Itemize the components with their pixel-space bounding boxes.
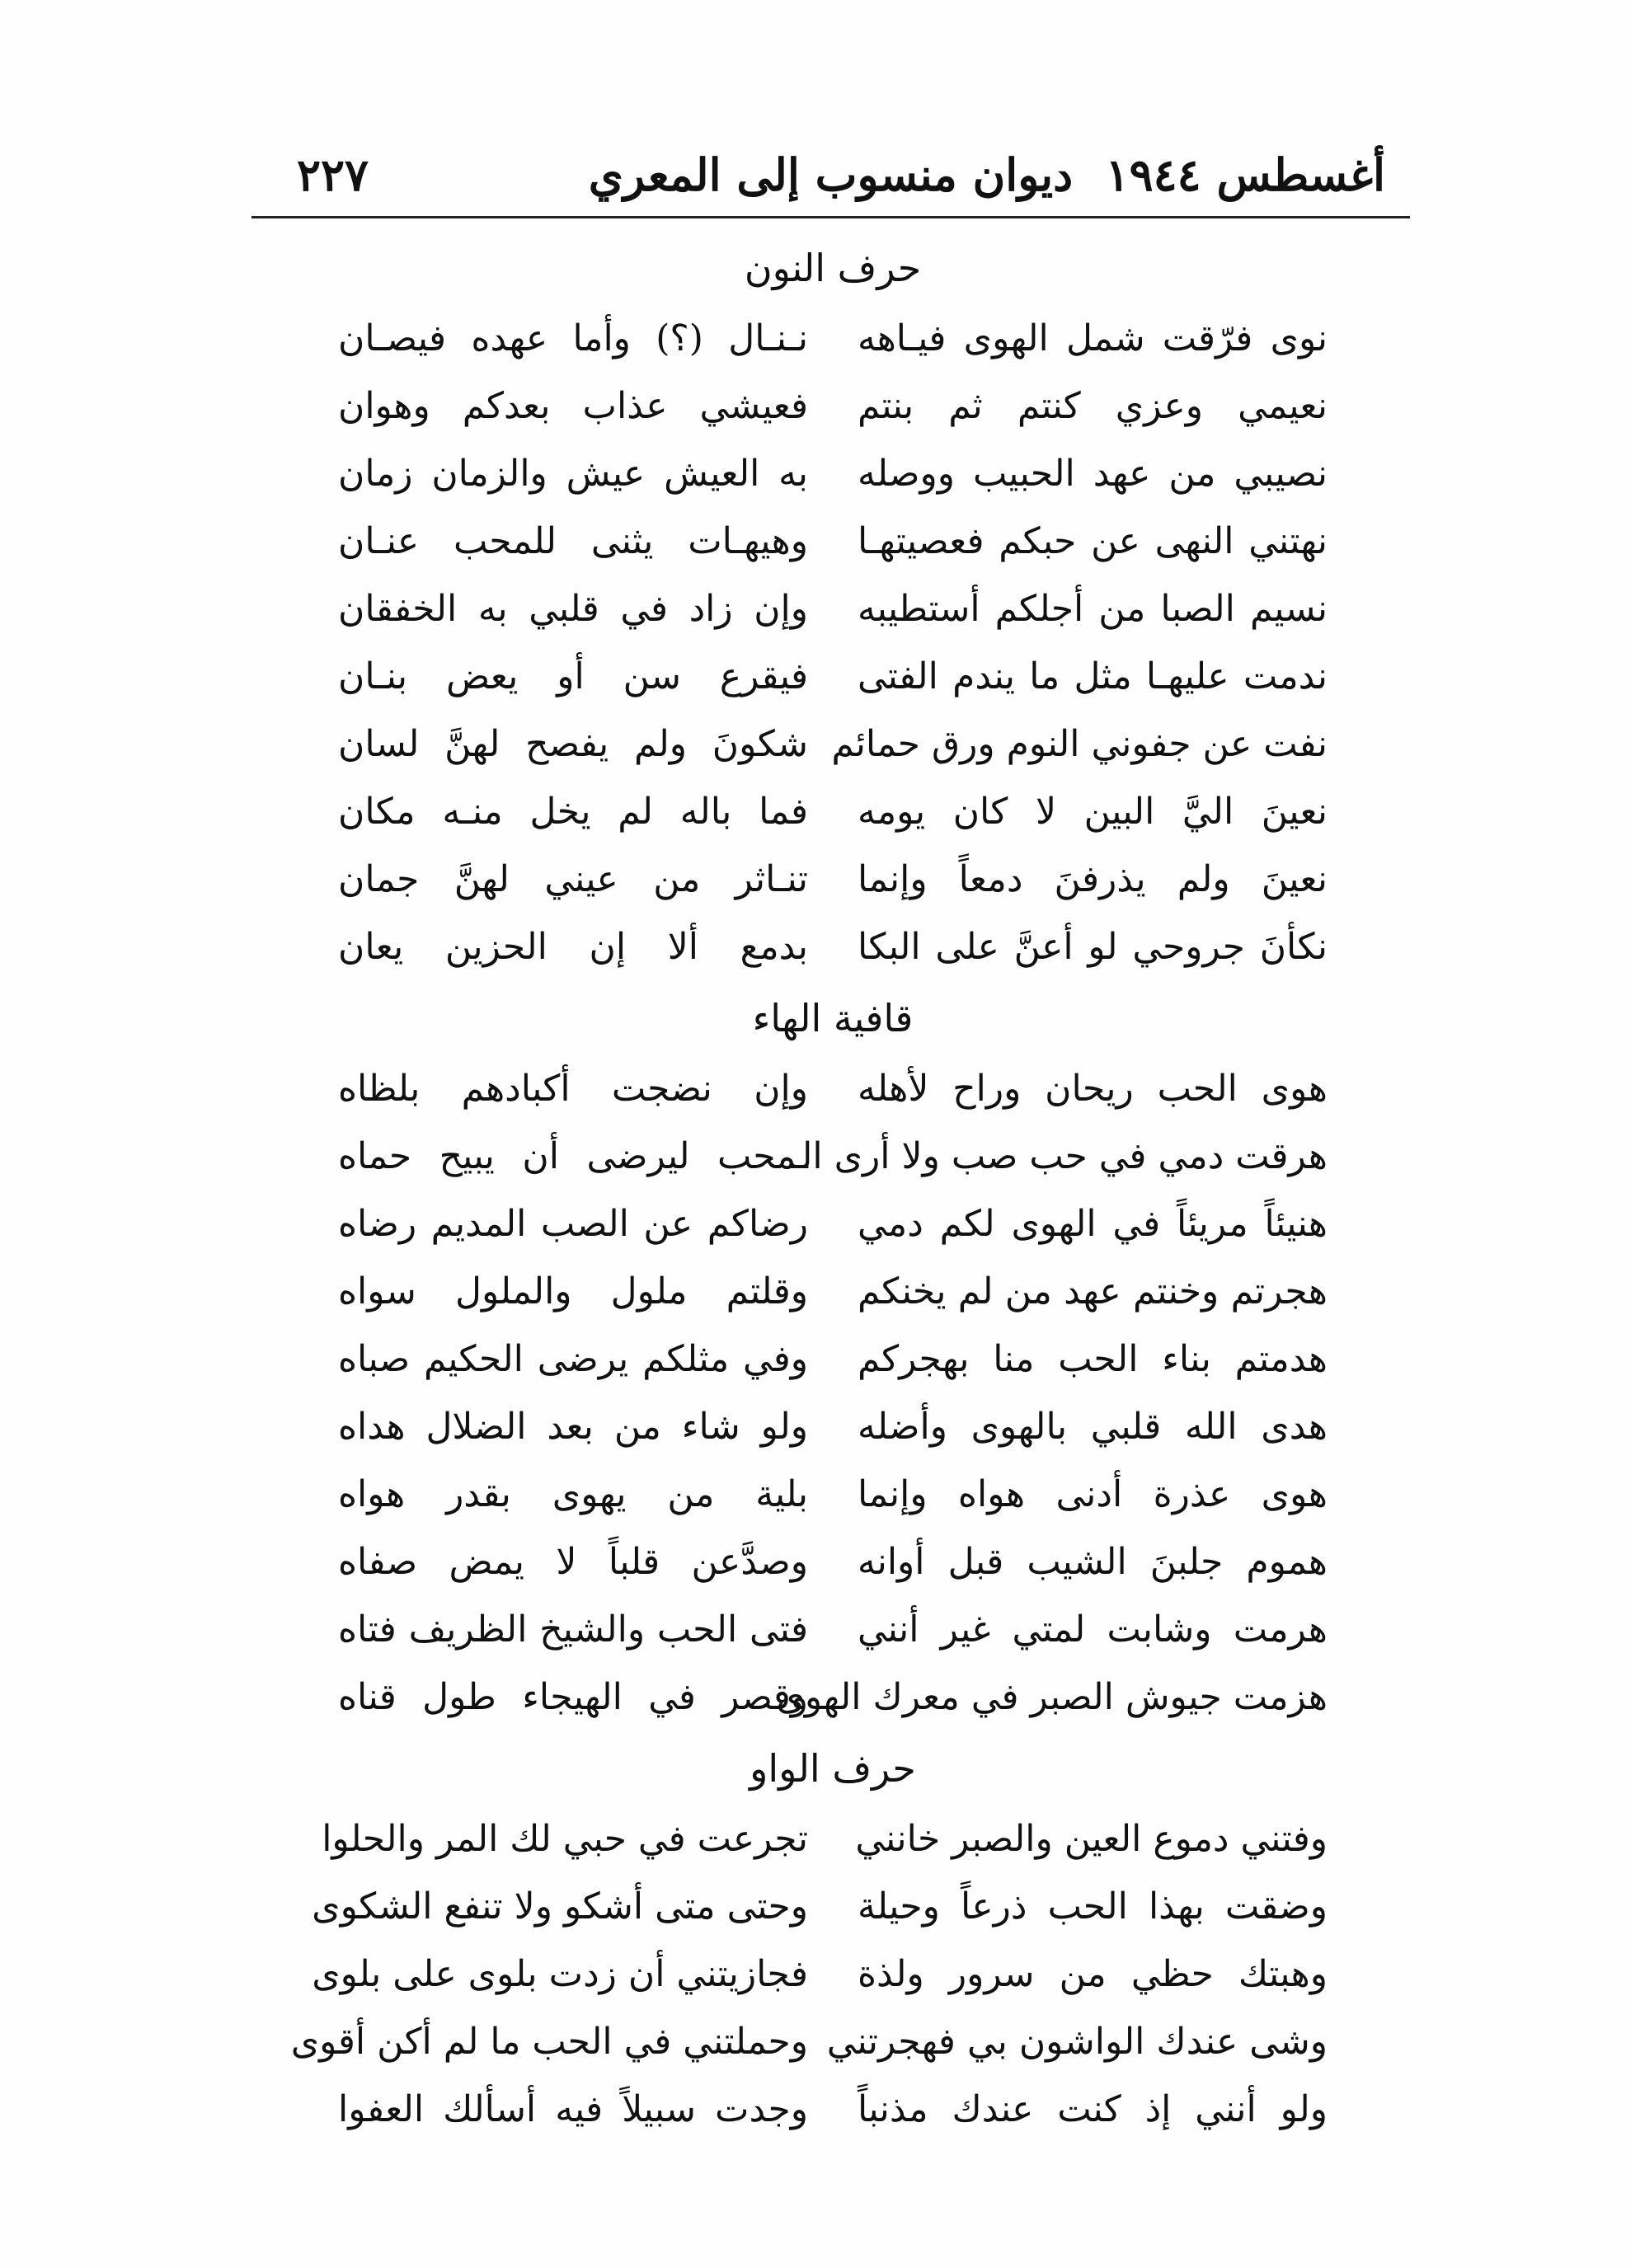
- verse-second-hemistich: فما باله لم يخل منـه مكان: [338, 791, 808, 833]
- verse-second-hemistich: وجدت سبيلاً فيه أسألك العفوا: [338, 2088, 808, 2130]
- verse-second-hemistich: بلية من يهوى بقدر هواه: [338, 1473, 808, 1515]
- verse-line: [338, 1055, 1328, 1123]
- verse-second-hemistich: شكونَ ولم يفصح لهنَّ لسان: [338, 723, 808, 765]
- verse-first-hemistich: هوى عذرة أدنى هواه وإنما: [858, 1473, 1328, 1515]
- verse-first-hemistich: هرقت دمي في حب صب ولا أرى الـ: [791, 1135, 1328, 1177]
- verse-line: [338, 1190, 1328, 1258]
- verse-first-hemistich: وشى عندك الواشون بي فهجرتني: [826, 2021, 1328, 2063]
- verse-first-hemistich: نهتني النهى عن حبكم فعصيتهـا: [858, 520, 1328, 562]
- header-title: ديوان منسوب إلى المعري: [588, 148, 1074, 201]
- verse-second-hemistich: تجرعت في حبي لك المر والحلوا: [322, 1818, 808, 1860]
- verse-first-hemistich: هوى الحب ريحان وراح لأهله: [858, 1068, 1328, 1110]
- verse-second-hemistich: تنـاثر من عيني لهنَّ جمان: [338, 858, 808, 900]
- verse-first-hemistich: نعيمي وعزي كنتم ثم بنتم: [858, 385, 1328, 427]
- verse-first-hemistich: هزمت جيوش الصبر في معرك الهوى: [776, 1676, 1328, 1718]
- verse-first-hemistich: نكأنَ جروحي لو أعنَّ على البكا: [858, 926, 1328, 968]
- verse-line: [338, 1326, 1328, 1393]
- verse-second-hemistich: نـنـال (؟) وأما عهده فيصـان: [338, 317, 808, 359]
- verse-second-hemistich: وقلتم ملول والملول سواه: [338, 1270, 808, 1312]
- verse-first-hemistich: هدى الله قلبي بالهوى وأضله: [858, 1406, 1328, 1448]
- verse-second-hemistich: وإن نضجت أكبادهم بلظاه: [338, 1068, 808, 1110]
- verse-line: [338, 1393, 1328, 1461]
- verse-second-hemistich: به العيش عيش والزمان زمان: [338, 453, 808, 495]
- verse-line: [338, 711, 1328, 778]
- verse-second-hemistich: وفي مثلكم يرضى الحكيم صباه: [338, 1338, 808, 1380]
- verse-second-hemistich: رضاكم عن الصب المديم رضاه: [338, 1203, 808, 1245]
- verse-line: [322, 1805, 1328, 1873]
- verse-line: [338, 643, 1328, 711]
- section-title-nun: حرف النون: [744, 246, 922, 290]
- verse-line: [338, 1528, 1328, 1596]
- verse-first-hemistich: نعينَ ولم يذرفنَ دمعاً وإنما: [858, 858, 1328, 900]
- section-title-ha: قافية الهاء: [752, 996, 914, 1040]
- verse-line: [338, 913, 1328, 981]
- verse-line: [338, 305, 1328, 373]
- verse-second-hemistich: فيقرع سن أو يعض بنـان: [338, 655, 808, 697]
- verse-first-hemistich: وضقت بهذا الحب ذرعاً وحيلة: [858, 1885, 1328, 1928]
- verse-first-hemistich: هموم جلبنَ الشيب قبل أوانه: [858, 1541, 1328, 1583]
- verse-second-hemistich: بدمع ألا إن الحزين يعان: [338, 926, 808, 968]
- verse-second-hemistich: وإن زاد في قلبي به الخفقان: [338, 588, 808, 630]
- verse-line: [338, 1461, 1328, 1528]
- verse-first-hemistich: هرمت وشابت لمتي غير أنني: [858, 1608, 1328, 1651]
- running-header: [251, 142, 1410, 208]
- verse-line: [338, 508, 1328, 575]
- section-title-waw: حرف الواو: [750, 1746, 916, 1791]
- verse-second-hemistich: وهيهـات يثنى للمحب عنـان: [338, 520, 808, 562]
- verse-second-hemistich: ولو شاء من بعد الضلال هداه: [338, 1406, 808, 1448]
- verse-first-hemistich: وفتني دموع العين والصبر خانني: [855, 1818, 1328, 1860]
- verse-first-hemistich: وهبتك حظي من سرور ولذة: [858, 1953, 1328, 1995]
- poem-body: [290, 231, 1328, 2144]
- verse-line: [338, 575, 1328, 643]
- verse-line: [338, 1664, 1328, 1731]
- verse-line: [338, 778, 1328, 846]
- verse-second-hemistich: فتى الحب والشيخ الظريف فتاه: [338, 1608, 808, 1651]
- verse-first-hemistich: نسيم الصبا من أجلكم أستطيبه: [858, 588, 1328, 630]
- verse-first-hemistich: نصيبي من عهد الحبيب ووصله: [858, 453, 1328, 495]
- verse-first-hemistich: ندمت عليهـا مثل ما يندم الفتى: [858, 655, 1328, 697]
- verse-second-hemistich: فجازيتني أن زدت بلوى على بلوى: [312, 1953, 808, 1995]
- verse-second-hemistich: فعيشي عذاب بعدكم وهوان: [338, 385, 808, 427]
- verse-line: [338, 1596, 1328, 1664]
- verse-line: [290, 2008, 1328, 2076]
- header-rule: [251, 216, 1410, 218]
- page-number: ٢٢٧: [297, 148, 369, 201]
- verse-line: [312, 1941, 1328, 2008]
- verse-first-hemistich: هجرتم وخنتم عهد من لم يخنكم: [858, 1270, 1328, 1312]
- verse-second-hemistich: وقصر في الهيجاء طول قناه: [338, 1676, 808, 1718]
- verse-first-hemistich: نوى فرّقت شمل الهوى فيـاهه: [858, 317, 1328, 359]
- verse-second-hemistich: وصدَّعن قلباً لا يمض صفاه: [338, 1541, 808, 1583]
- verse-first-hemistich: نفت عن جفوني النوم ورق حمائم: [831, 723, 1328, 765]
- header-date: أغسطس ١٩٤٤: [1105, 148, 1385, 201]
- verse-first-hemistich: هنيئاً مريئاً في الهوى لكم دمي: [858, 1203, 1328, 1245]
- verse-first-hemistich: هدمتم بناء الحب منا بهجركم: [858, 1338, 1328, 1380]
- verse-line: [338, 2076, 1328, 2144]
- verse-line: [312, 1873, 1328, 1941]
- verse-second-hemistich: وحملتني في الحب ما لم أكن أقوى: [290, 2021, 808, 2063]
- verse-line: [338, 1258, 1328, 1326]
- verse-first-hemistich: ولو أنني إذ كنت عندك مذنباً: [858, 2088, 1328, 2130]
- verse-line: [338, 1123, 1328, 1190]
- verse-second-hemistich: وحتى متى أشكو ولا تنفع الشكوى: [312, 1885, 808, 1928]
- verse-line: [338, 440, 1328, 508]
- verse-line: [338, 846, 1328, 913]
- verse-line: [338, 373, 1328, 440]
- verse-first-hemistich: نعينَ اليَّ البين لا كان يومه: [858, 791, 1328, 833]
- verse-second-hemistich: ـمحب ليرضى أن يبيح حماه: [338, 1135, 808, 1177]
